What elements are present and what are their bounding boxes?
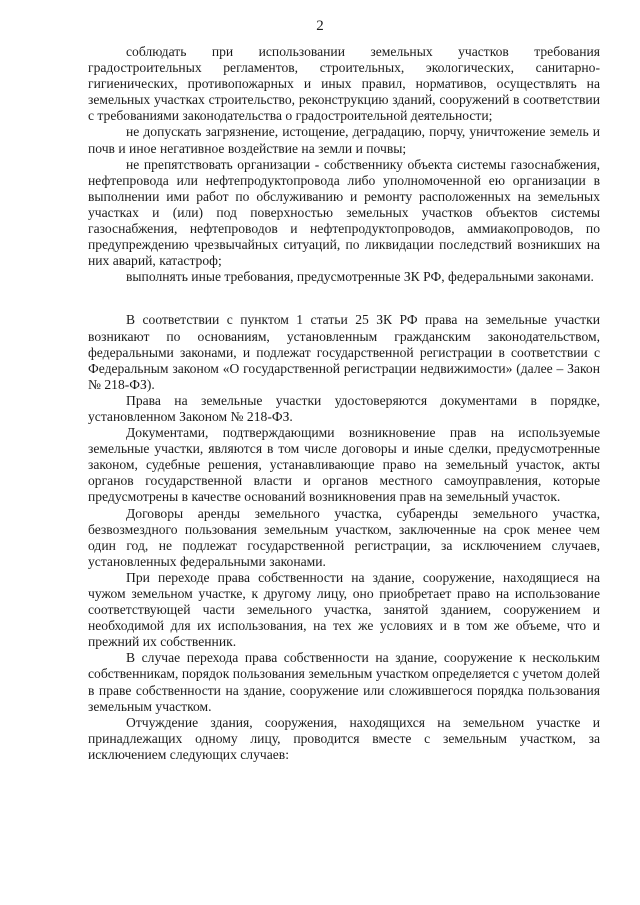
page-content <box>88 44 600 763</box>
body-paragraph: При переходе права собственности на здание, сооружение, находящиеся на чужом земельном участке, к другому лицу, оно приобретает право на использование соответствующей части земельного участка, занятой зданием, сооружением и необходимой для их использования, на тех же условиях и в том же объеме, что и прежний их собственник. <box>88 569 600 650</box>
body-paragraph: В соответствии с пунктом 1 статьи 25 ЗК РФ права на земельные участки возникают по основаниям, установленным гражданским законодательством, федеральными законами, и подлежат государственной регистрации в соответствии с Федеральным законом «О государственной регистрации недвижимости» (далее – Закон № 218-ФЗ). <box>88 312 600 392</box>
paragraph-spacer <box>88 285 600 312</box>
list-paragraph: не допускать загрязнение, истощение, деградацию, порчу, уничтожение земель и почв и иное негативное воздействие на земли и почвы; <box>88 124 600 156</box>
body-paragraph: Права на земельные участки удостоверяются документами в порядке, установленном Законом № 218-ФЗ. <box>88 392 600 424</box>
list-paragraph: выполнять иные требования, предусмотренные ЗК РФ, федеральными законами. <box>126 269 594 285</box>
list-paragraph: соблюдать при использовании земельных участков требования градостроительных регламентов, строительных, экологических, санитарно-гигиенических, противопожарных и иных правил, нормативов, осуществлять на земельных участках строительство, реконструкцию зданий, сооружений в соответствии с требованиями законодательства о градостроительной деятельности; <box>88 44 600 124</box>
body-paragraph: Документами, подтверждающими возникновение прав на используемые земельные участки, являются в том числе договоры и иные сделки, предусмотренные законом, судебные решения, устанавливающие право на земельный участок, акты органов государственной власти и органов местного самоуправления, которые предусмотрены в качестве оснований возникновения прав на земельный участок. <box>88 425 600 505</box>
body-paragraph: Отчуждение здания, сооружения, находящихся на земельном участке и принадлежащих одному лицу, проводится вместе с земельным участком, за исключением следующих случаев: <box>88 714 600 762</box>
page-number: 2 <box>316 18 324 34</box>
list-paragraph: не препятствовать организации - собственнику объекта системы газоснабжения, нефтепровода или нефтепродуктопровода либо уполномоченной ею организации в выполнении ими работ по обслуживанию и ремонту расположенных на земельных участках и (или) под поверхностью земельных участков объектов системы газоснабжения, нефтепроводов и нефтепродуктопроводов, аммиакопроводов, по предупреждению чрезвычайных ситуаций, по ликвидации последствий возникших на них аварий, катастроф; <box>88 156 600 269</box>
body-paragraph: В случае перехода права собственности на здание, сооружение к нескольким собственникам, порядок пользования земельным участком определяется с учетом долей в праве собственности на здание, сооружение или сложившегося порядка пользования земельным участком. <box>88 650 600 714</box>
body-paragraph: Договоры аренды земельного участка, субаренды земельного участка, безвозмездного пользования земельным участком, заключенные на срок менее чем один год, не подлежат государственной регистрации, за исключением случаев, установленных федеральными законами. <box>88 505 600 569</box>
